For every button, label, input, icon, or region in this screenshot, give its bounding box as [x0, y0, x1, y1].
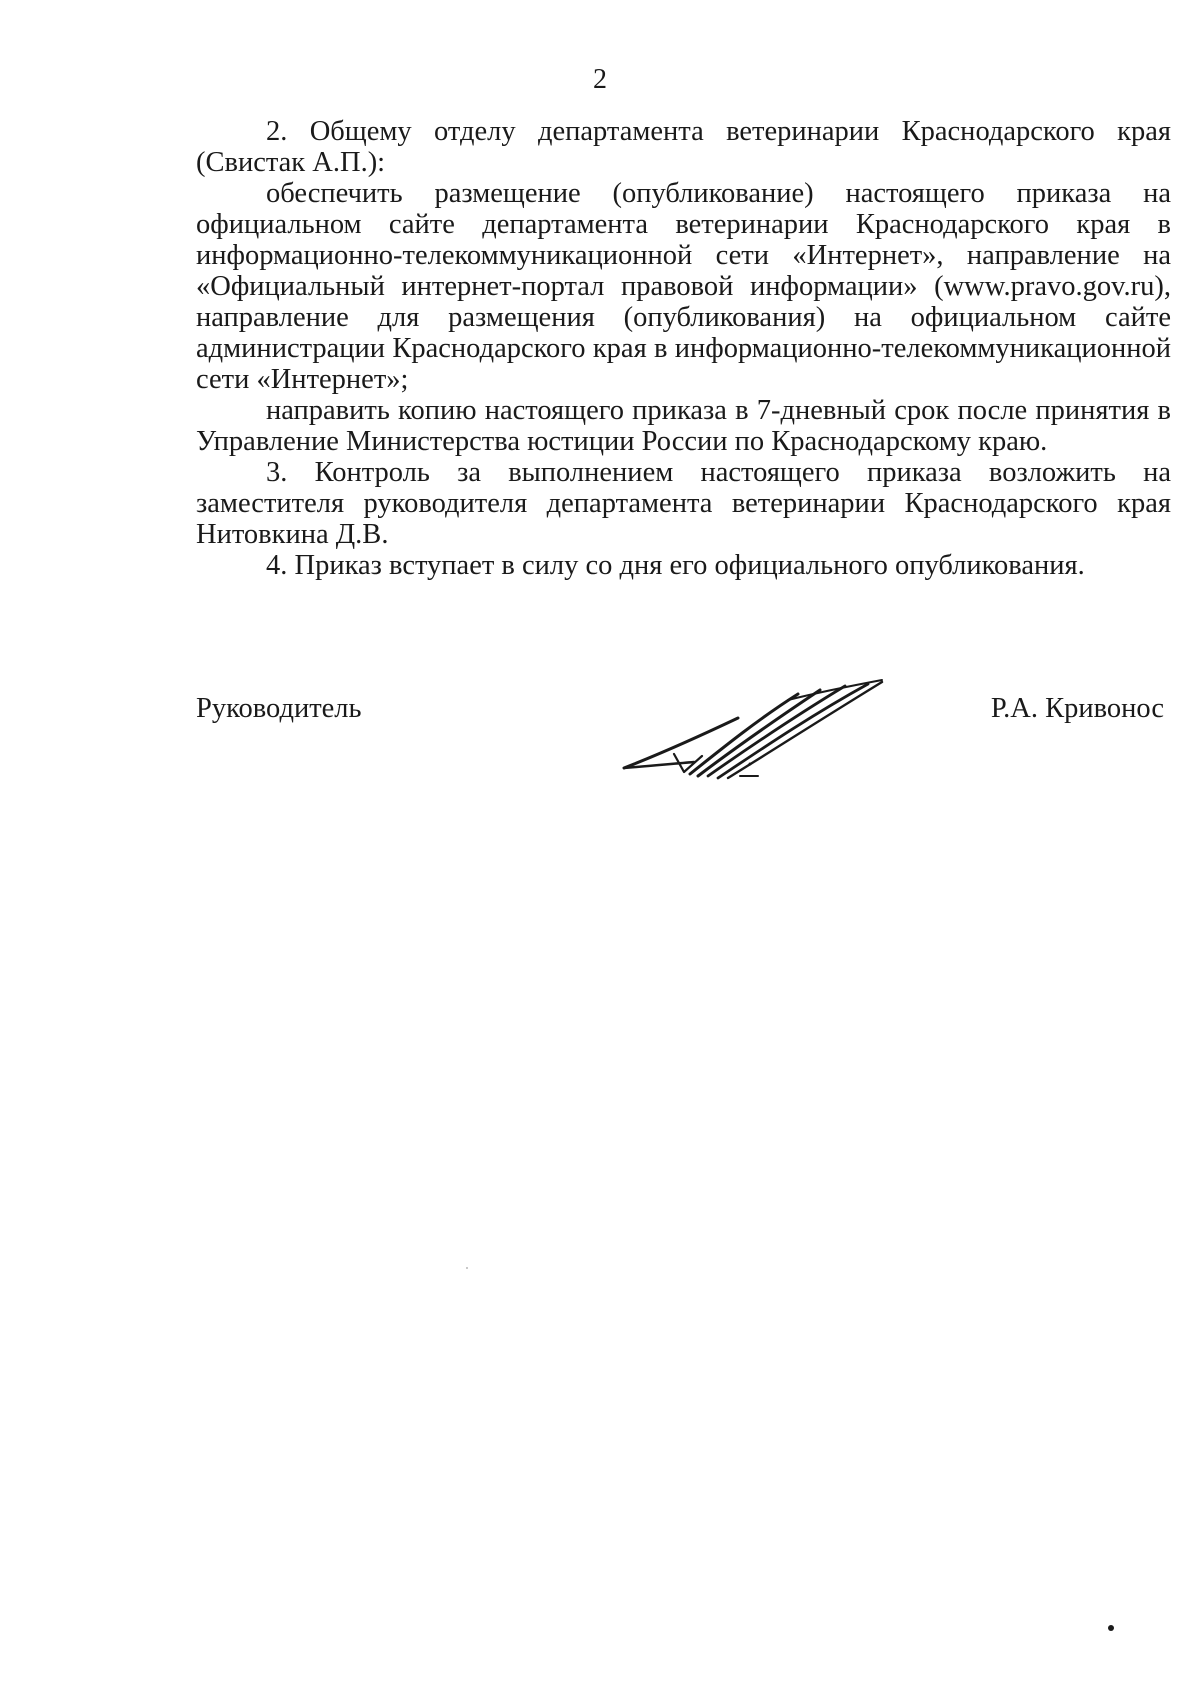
- scan-dot: [1108, 1625, 1114, 1631]
- page-number: 2: [593, 64, 607, 95]
- paragraph-entry-into-force: 4. Приказ вступает в силу со дня его официального опубликования.: [266, 550, 1085, 581]
- handwritten-signature: [620, 676, 890, 781]
- signer-position-title: Руководитель: [196, 693, 362, 724]
- signer-name: Р.А. Кривонос: [990, 693, 1164, 724]
- paragraph-publication: обеспечить размещение (опубликование) настоящего приказа на официальном сайте департамента ветеринарии Краснодарского края в информационно-телекоммуникационной сети «Интернет», направление на «Официальный интернет-портал правовой информации» (www.pravo.gov.ru), направление для размещения (опубликования) на официальном сайте администрации Краснодарского края в информационно-телекоммуникационной сети «Интернет»;: [196, 178, 1171, 395]
- paragraph-control: 3. Контроль за выполнением настоящего приказа возложить на заместителя руководителя департамента ветеринарии Краснодарского края Нитовкина Д.В.: [196, 457, 1171, 550]
- scan-speck: [466, 1267, 468, 1269]
- document-body: [196, 116, 1171, 581]
- paragraph-ministry-copy: направить копию настоящего приказа в 7-дневный срок после принятия в Управление Министерства юстиции России по Краснодарскому краю.: [196, 395, 1171, 457]
- paragraph-general-department: 2. Общему отделу департамента ветеринарии Краснодарского края (Свистак А.П.):: [196, 116, 1171, 178]
